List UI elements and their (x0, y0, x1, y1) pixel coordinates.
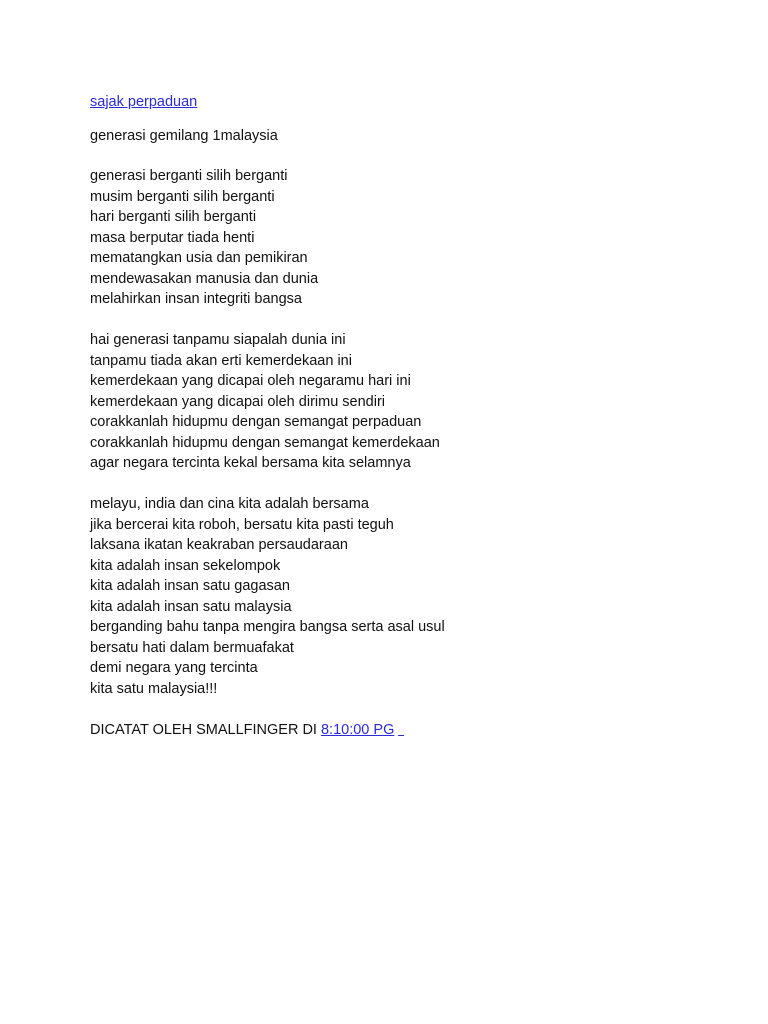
poem-line: musim berganti silih berganti (90, 188, 275, 205)
post-title-link[interactable]: sajak perpaduan (90, 94, 198, 110)
poem-line: kemerdekaan yang dicapai oleh negaramu hari ini (90, 373, 411, 389)
poem-line: berganding bahu tanpa mengira bangsa serta asal usul (90, 619, 445, 635)
footer-trailing-link-underline (398, 721, 404, 736)
poem-line: tanpamu tiada akan erti kemerdekaan ini (90, 352, 352, 369)
stanza-1 (90, 166, 730, 310)
poem-line: bersatu hati dalam bermuafakat (90, 639, 294, 656)
poem-line: laksana ikatan keakraban persaudaraan (90, 537, 348, 553)
poem-line: melayu, india dan cina kita adalah bersama (90, 496, 369, 512)
poem-line: kita adalah insan sekelompok (90, 557, 281, 574)
poem-line: melahirkan insan integriti bangsa (90, 291, 302, 307)
poem-line: demi negara yang tercinta (90, 660, 258, 676)
poem-subtitle: generasi gemilang 1malaysia (90, 128, 278, 144)
post-time-link[interactable]: 8:10:00 PG (320, 721, 395, 738)
poem-line: hai generasi tanpamu siapalah dunia ini (90, 332, 346, 348)
stanza-2 (90, 330, 730, 474)
blog-post (90, 92, 730, 740)
footer-author-text: DICATAT OLEH SMALLFINGER DI (90, 721, 317, 738)
poem-line: corakkanlah hidupmu dengan semangat perpaduan (90, 414, 422, 430)
poem-line: generasi berganti silih berganti (90, 168, 288, 184)
stanza-3 (90, 494, 730, 699)
poem-line: hari berganti silih berganti (90, 209, 257, 225)
poem-line: mematangkan usia dan pemikiran (90, 250, 308, 266)
poem-line: jika bercerai kita roboh, bersatu kita pasti teguh (90, 516, 394, 533)
poem-line: kita satu malaysia!!! (90, 680, 218, 697)
poem-line: agar negara tercinta kekal bersama kita selamnya (90, 455, 411, 471)
poem-line: corakkanlah hidupmu dengan semangat kemerdekaan (90, 434, 440, 451)
poem-line: kita adalah insan satu gagasan (90, 578, 290, 594)
poem-line: kita adalah insan satu malaysia (90, 598, 292, 615)
poem-line: kemerdekaan yang dicapai oleh dirimu sendiri (90, 393, 385, 410)
post-footer (90, 720, 730, 740)
poem-line: mendewasakan manusia dan dunia (90, 270, 319, 287)
poem-line: masa berputar tiada henti (90, 229, 255, 246)
